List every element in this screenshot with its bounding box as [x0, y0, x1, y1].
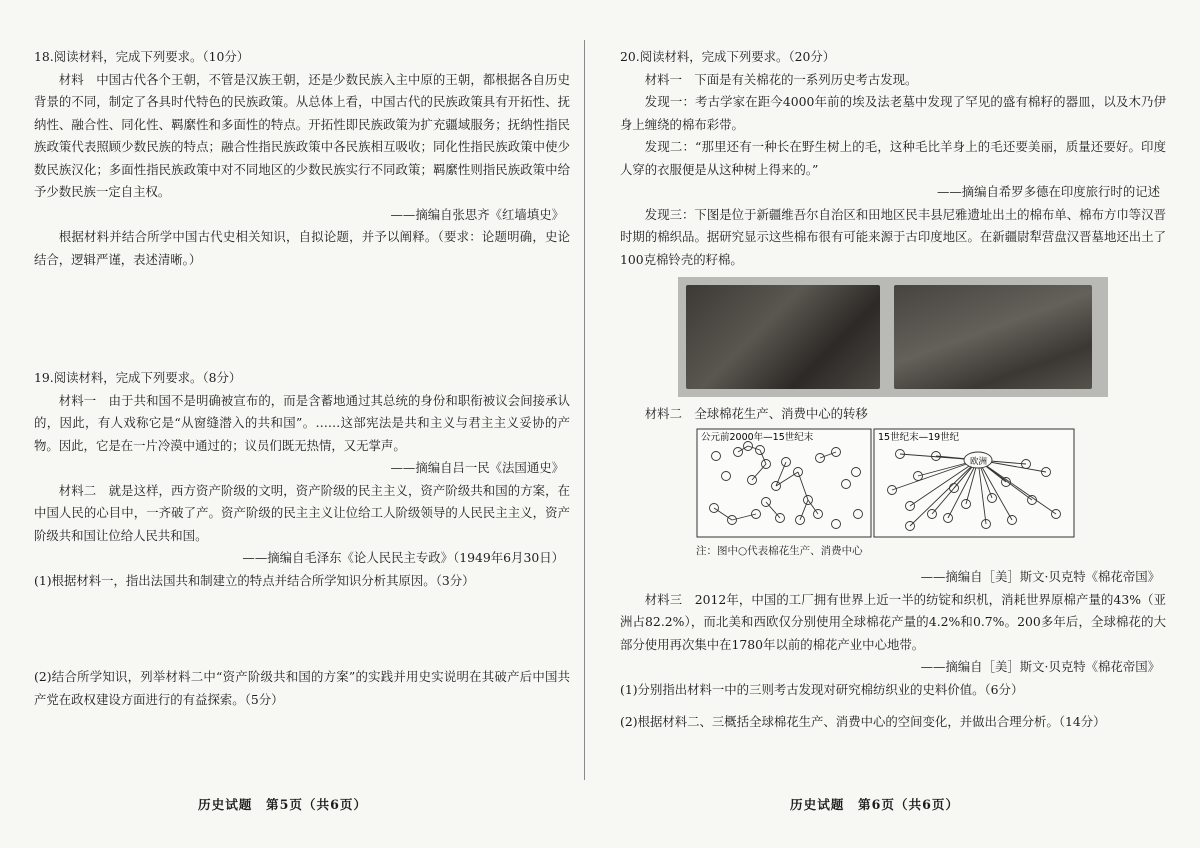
left-page — [0, 0, 584, 848]
textile-fragment-left — [686, 285, 880, 389]
q20-material3: 材料三 2012年，中国的工厂拥有世界上近一半的纺锭和织机，消耗世界原棉产量的43%（亚洲占82.2%），而北美和西欧仅分别使用全球棉花产量的4.2%和0.7%。200多年后，全球棉花的大部分使用再次集中在1780年以前的棉花产业中心地带。 — [620, 591, 1166, 652]
q18-prompt: 根据材料并结合所学中国古代史相关知识，自拟论题，并予以阐释。（要求：论题明确，史论结合，逻辑严谨，表述清晰。） — [34, 229, 570, 267]
q20-sub1: (1)分别指出材料一中的三则考古发现对研究棉纺织业的史料价值。（6分） — [620, 681, 1024, 697]
q19-material2: 材料二 就是这样，西方资产阶级的文明，资产阶级的民主主义，资产阶级共和国的方案，在中国人民的心目中，一齐破了产。资产阶级的民主主义让位给工人阶级领导的人民民主主义，资产阶级共和国让位给人民共和国。 — [34, 482, 570, 543]
q20-sub2: (2)根据材料二、三概括全球棉花生产、消费中心的空间变化，并做出合理分析。（14分） — [620, 714, 1106, 729]
q20-find2: 发现二：“那里还有一种长在野生树上的毛，这种毛比羊身上的毛还要美丽，质量还要好。印度人穿的衣服便是从这种树上得来的。” — [620, 139, 1166, 177]
q18-material: 材料 中国古代各个王朝，不管是汉族王朝，还是少数民族入主中原的王朝，都根据各自历史背景的不同，制定了各具时代特色的民族政策。从总体上看，中国古代的民族政策具有开拓性、抚纳性、融合性、同化性、羁縻性和多面性的特点。开拓性即民族政策为扩充疆域服务；抚纳性指民族政策代表照顾少数民族的特点；融合性指民族政策中各民族相互吸收；同化性指民族政策中使少数民族汉化；多面性指民族政策中对不同地区的少数民族实行不同政策；羁縻性则指民族政策中给予少数民族一定自主权。 — [34, 71, 570, 199]
diagram-note: 注：图中○代表棉花生产、消费中心 — [696, 544, 863, 557]
q19-title: 19.阅读材料，完成下列要求。（8分） — [34, 370, 242, 385]
q19-source1: ——摘编自吕一民《法国通史》 — [390, 460, 564, 475]
q19-sub2: (2)结合所学知识，列举材料二中“资产阶级共和国的方案”的实践并用史实说明在其破产后中国共产党在政权建设方面进行的有益探索。（5分） — [34, 669, 570, 707]
q19-material1: 材料一 由于共和国不是明确被宣布的，而是含蓄地通过其总统的身份和职衔被议会间接承认的，因此，有人戏称它是“从窗缝潜入的共和国”。……这部宪法是共和主义与君主主义妥协的产物。因此，它是在一片冷漠中通过的；议员们既无热情，又无掌声。 — [34, 392, 570, 453]
q18-source: ——摘编自张思齐《红墙填史》 — [390, 206, 564, 222]
right-footer: 历史试题 第6页（共6页） — [790, 797, 960, 812]
q20-source-find2: ——摘编自希罗多德在印度旅行时的记述 — [936, 184, 1160, 199]
page-divider — [584, 40, 585, 780]
period2-panel — [874, 429, 1074, 537]
right-page — [592, 0, 1200, 848]
q20-title: 20.阅读材料，完成下列要求。（20分） — [620, 49, 836, 64]
answer-space — [620, 701, 1166, 711]
cotton-center-diagram — [696, 428, 1076, 563]
answer-space — [34, 271, 570, 367]
answer-space — [34, 592, 570, 666]
left-footer: 历史试题 第5页（共6页） — [198, 797, 368, 812]
hub-label: 欧洲 — [970, 456, 988, 467]
q20-source-m2: ——摘编自［美］斯文·贝克特《棉花帝国》 — [920, 569, 1160, 584]
q20-find1: 发现一：考古学家在距今4000年前的埃及法老墓中发现了罕见的盛有棉籽的器皿，以及木乃伊身上缠绕的棉布彩带。 — [620, 94, 1166, 132]
q19-source2: ——摘编自毛泽东《论人民民主专政》（1949年6月30日） — [242, 550, 564, 565]
period2-label: 15世纪末—19世纪 — [878, 431, 960, 443]
q19-sub1: (1)根据材料一，指出法国共和制建立的特点并结合所学知识分析其原因。（3分） — [34, 572, 475, 588]
q20-find3: 发现三：下图是位于新疆维吾尔自治区和田地区民丰县尼雅遗址出土的棉布单、棉布方巾等汉晋时期的棉织品。据研究显示这些棉布很有可能来源于古印度地区。在新疆尉犁营盘汉晋墓地还出土了100克棉铃壳的籽棉。 — [620, 206, 1166, 267]
center-shift-svg — [696, 428, 1076, 538]
q20-source-m3: ——摘编自［美］斯文·贝克特《棉花帝国》 — [920, 659, 1160, 674]
q20-material2-head: 材料二 全球棉花生产、消费中心的转移 — [644, 406, 868, 421]
period1-label: 公元前2000年—15世纪末 — [701, 431, 814, 443]
cotton-textile-photo — [678, 277, 1108, 397]
q18-title: 18.阅读材料，完成下列要求。（10分） — [34, 49, 250, 64]
q20-material1-head: 材料一 下面是有关棉花的一系列历史考古发现。 — [644, 71, 918, 87]
textile-fragment-right — [894, 285, 1092, 389]
